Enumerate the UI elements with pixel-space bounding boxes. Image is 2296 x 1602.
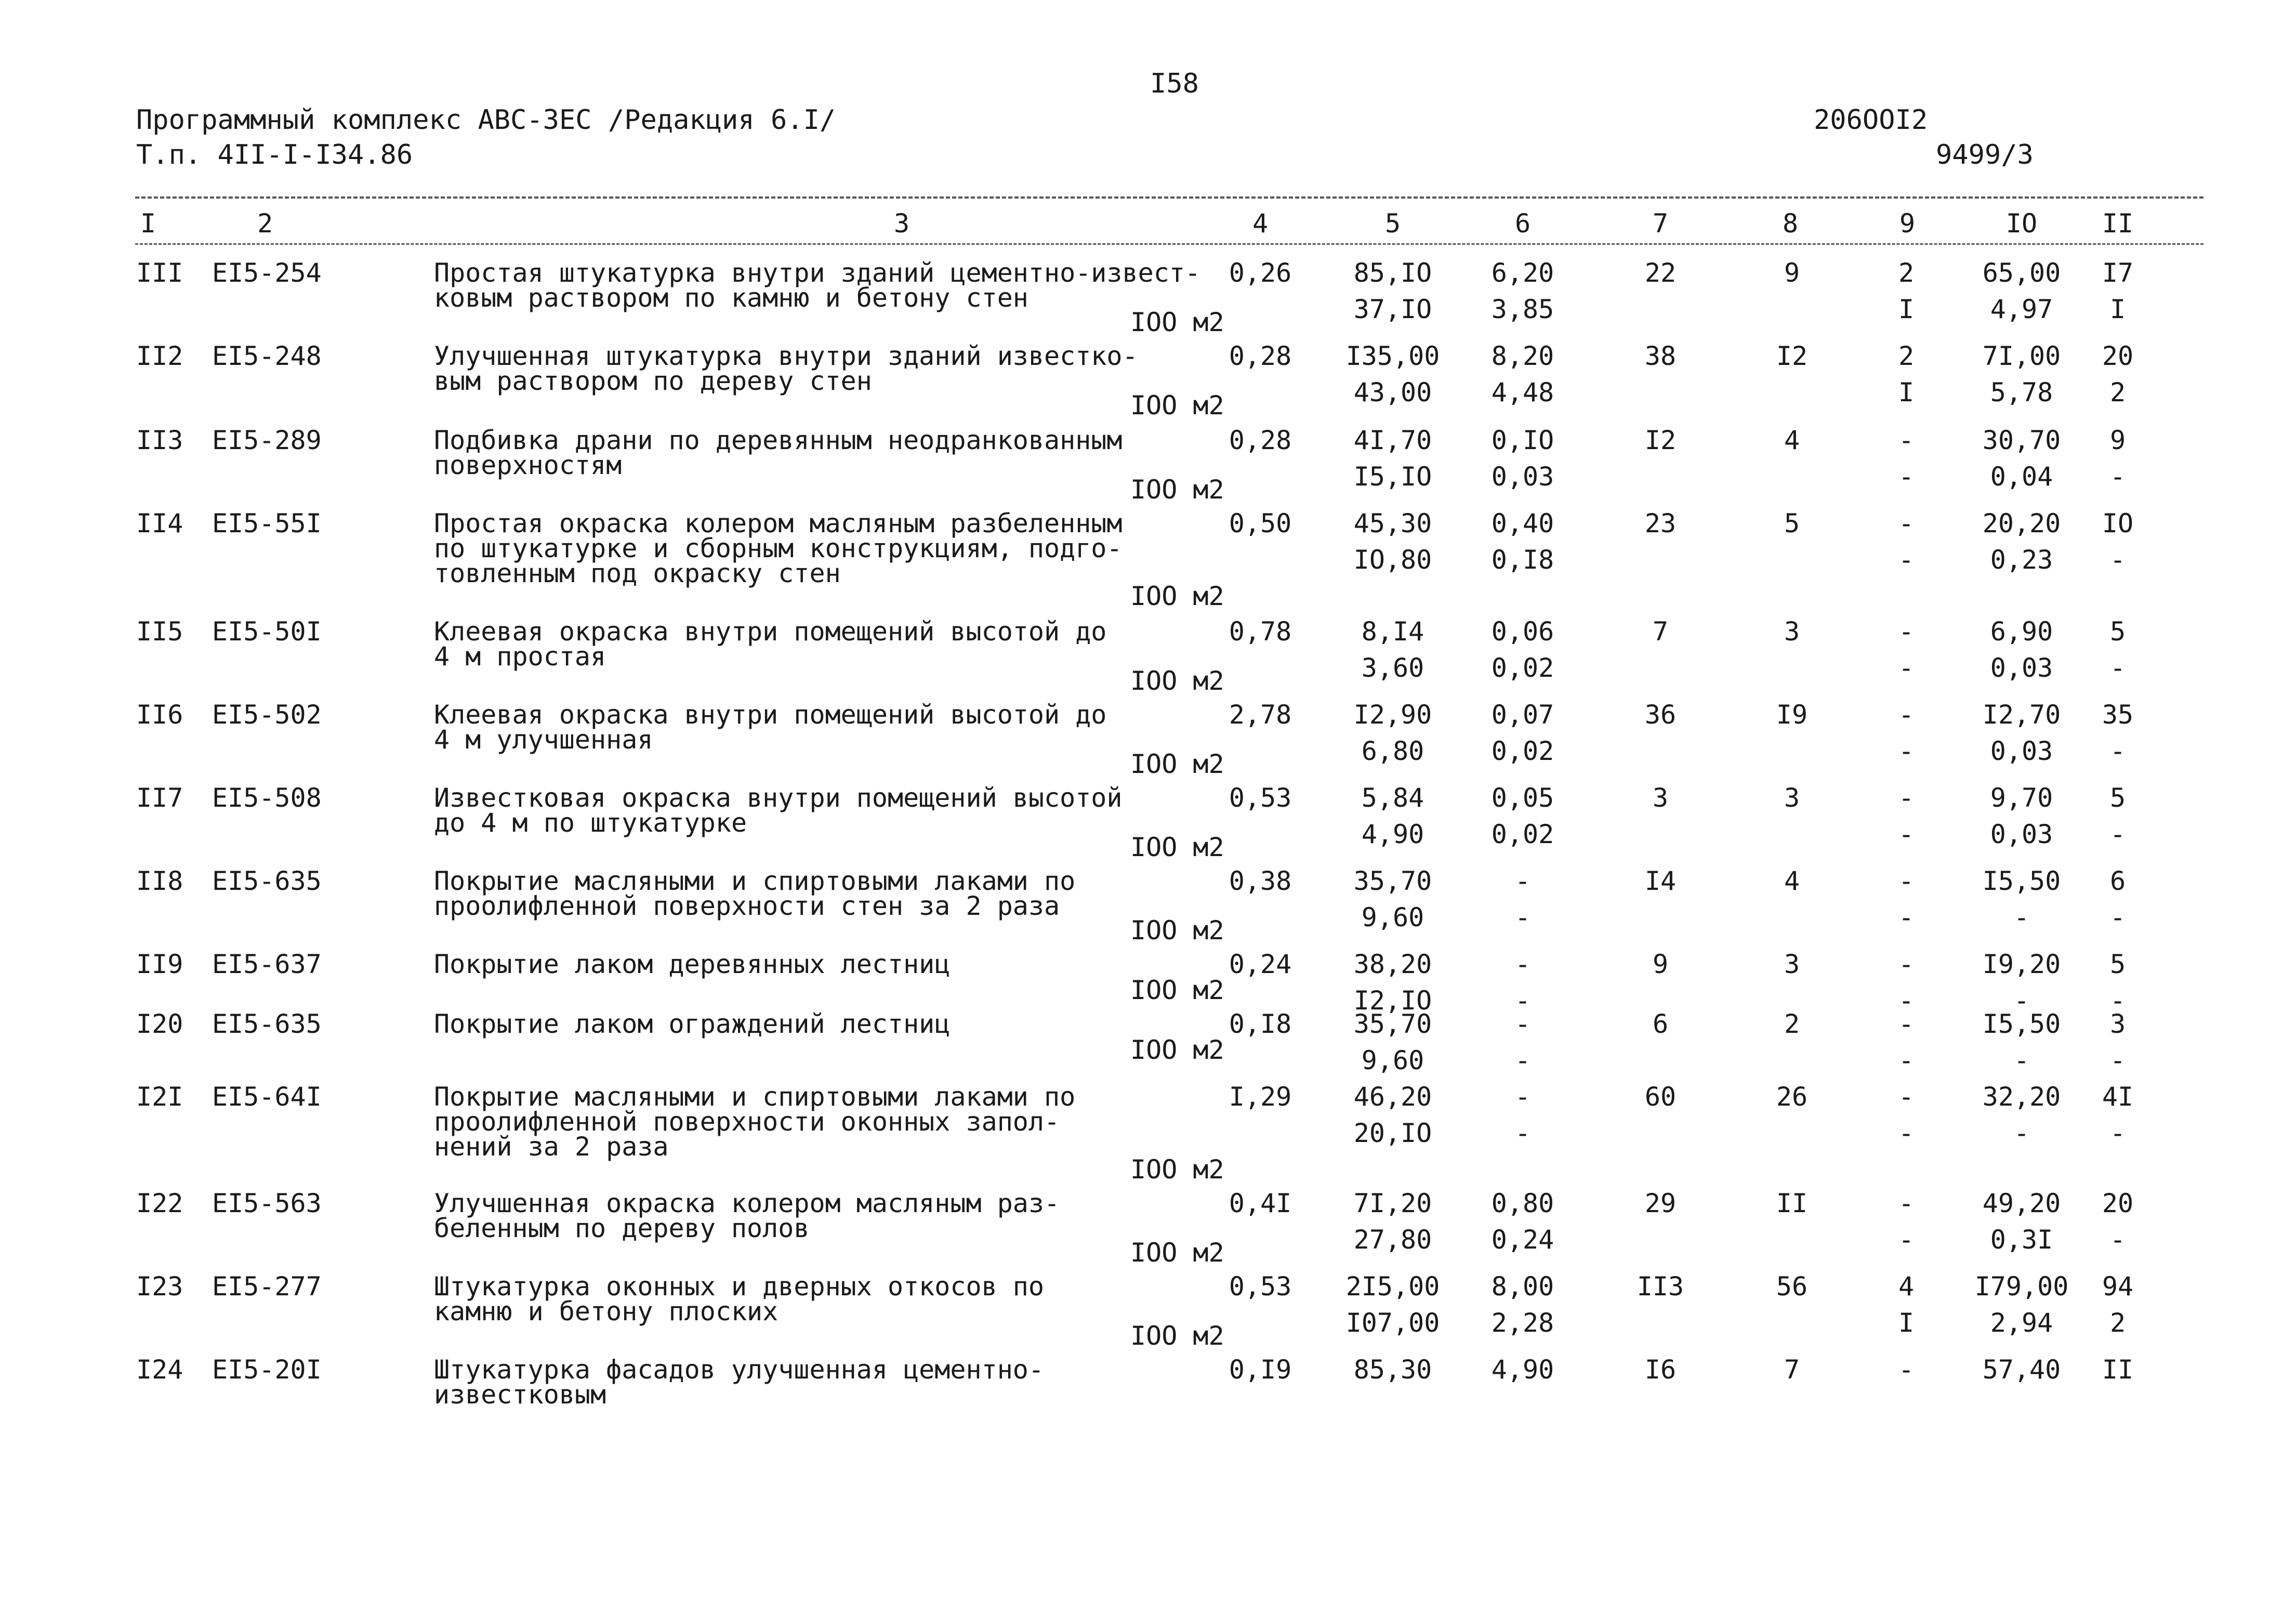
rate-code: EI5-635	[212, 1009, 322, 1039]
row-number: I20	[136, 1009, 183, 1039]
row-number: II9	[136, 949, 183, 979]
col10-value: 65,00	[1982, 258, 2061, 288]
col8-value: 7	[1784, 1355, 1800, 1385]
work-description: проолифленной поверхности стен за 2 раза	[434, 891, 1060, 921]
rate-code: EI5-637	[212, 949, 322, 979]
col4-value: 0,26	[1229, 258, 1292, 288]
col6-value: -	[1514, 986, 1531, 1016]
col6-value: 0,40	[1491, 508, 1554, 539]
col5-value: 6,80	[1361, 736, 1424, 766]
col9-value: -	[1898, 986, 1915, 1016]
col5-value: 7I,20	[1353, 1188, 1432, 1218]
col11-value: -	[2109, 1045, 2126, 1075]
col4-value: 0,28	[1229, 341, 1292, 371]
col10-value: I5,50	[1982, 1009, 2061, 1039]
col9-value: -	[1898, 425, 1915, 455]
col9-value: I	[1898, 1308, 1915, 1338]
col8-value: 3	[1784, 616, 1800, 647]
unit-of-measure: IOO м2	[1130, 749, 1224, 779]
col5-value: 8,I4	[1361, 616, 1424, 647]
col5-value: I07,00	[1345, 1308, 1440, 1338]
col10-value: 5,78	[1990, 377, 2053, 408]
work-description: Известковая окраска внутри помещений высотой	[434, 783, 1123, 813]
work-description: поверхностям	[434, 450, 622, 480]
col9-value: -	[1898, 819, 1915, 849]
column-number: 4	[1252, 208, 1269, 239]
col9-value: -	[1898, 508, 1915, 539]
rate-code: EI5-277	[212, 1271, 322, 1302]
col4-value: 0,I9	[1229, 1355, 1292, 1385]
col5-value: 38,20	[1353, 949, 1432, 979]
work-description: вым раствором по дереву стен	[434, 366, 872, 396]
col9-value: -	[1898, 1225, 1915, 1255]
column-number: II	[2102, 208, 2134, 239]
col7-value: 38	[1644, 341, 1677, 371]
col8-value: 3	[1784, 949, 1800, 979]
col5-value: 9,60	[1361, 1045, 1424, 1075]
col8-value: 56	[1776, 1271, 1808, 1302]
col4-value: 0,38	[1229, 866, 1292, 896]
col6-value: 0,05	[1491, 783, 1554, 813]
col10-value: I9,20	[1982, 949, 2061, 979]
col5-value: 85,30	[1353, 1355, 1432, 1385]
col5-value: 5,84	[1361, 783, 1424, 813]
col6-value: -	[1514, 902, 1531, 933]
col9-value: -	[1898, 1082, 1915, 1112]
rate-code: EI5-50I	[212, 616, 322, 647]
work-description: Подбивка драни по деревянным неодранкованным	[434, 425, 1123, 455]
col4-value: 0,78	[1229, 616, 1292, 647]
col6-value: 0,02	[1491, 653, 1554, 683]
work-description: камню и бетону плоских	[434, 1296, 778, 1327]
col11-value: 20	[2102, 341, 2134, 371]
rate-code: EI5-254	[212, 258, 322, 288]
unit-of-measure: IOO м2	[1130, 666, 1224, 696]
col6-value: 0,03	[1491, 462, 1554, 492]
col9-value: -	[1898, 866, 1915, 896]
unit-of-measure: IOO м2	[1130, 832, 1224, 862]
work-description: Штукатурка фасадов улучшенная цементно-	[434, 1355, 1044, 1385]
row-number: II6	[136, 700, 183, 730]
work-description: известковым	[434, 1380, 606, 1410]
col9-value: 2	[1898, 341, 1915, 371]
column-number: 3	[893, 208, 910, 239]
col11-value: I7	[2102, 258, 2134, 288]
col9-value: -	[1898, 653, 1915, 683]
col7-value: I4	[1644, 866, 1677, 896]
col10-value: -	[2013, 1118, 2030, 1148]
unit-of-measure: IOO м2	[1130, 915, 1224, 946]
col10-value: 57,40	[1982, 1355, 2061, 1385]
col8-value: 2	[1784, 1009, 1800, 1039]
col8-value: 9	[1784, 258, 1800, 288]
col5-value: 20,IO	[1353, 1118, 1432, 1148]
col10-value: I2,70	[1982, 700, 2061, 730]
col9-value: -	[1898, 1355, 1915, 1385]
col11-value: -	[2109, 1225, 2126, 1255]
col9-value: -	[1898, 1045, 1915, 1075]
col10-value: I79,00	[1974, 1271, 2069, 1302]
col11-value: -	[2109, 736, 2126, 766]
col6-value: 0,80	[1491, 1188, 1554, 1218]
row-number: III	[136, 258, 183, 288]
work-description: Улучшенная штукатурка внутри зданий известко-	[434, 341, 1138, 371]
col11-value: 20	[2102, 1188, 2134, 1218]
work-description: Клеевая окраска внутри помещений высотой до	[434, 616, 1107, 647]
col11-value: -	[2109, 462, 2126, 492]
col7-value: 29	[1644, 1188, 1677, 1218]
col6-value: 0,02	[1491, 819, 1554, 849]
page-number: I58	[1150, 68, 1199, 99]
work-description: Покрытие масляными и спиртовыми лаками по	[434, 866, 1076, 896]
program-title: Программный комплекс АВС-ЗЕС /Редакция 6.I/	[136, 104, 836, 136]
col6-value: 8,00	[1491, 1271, 1554, 1302]
row-number: II4	[136, 508, 183, 539]
col9-value: -	[1898, 1188, 1915, 1218]
rate-code: EI5-635	[212, 866, 322, 896]
col8-value: 4	[1784, 866, 1800, 896]
rate-code: EI5-502	[212, 700, 322, 730]
col10-value: 4,97	[1990, 294, 2053, 324]
col10-value: I5,50	[1982, 866, 2061, 896]
rate-code: EI5-20I	[212, 1355, 322, 1385]
column-number: 7	[1652, 208, 1669, 239]
row-number: I2I	[136, 1082, 183, 1112]
rate-code: EI5-289	[212, 425, 322, 455]
col11-value: 35	[2102, 700, 2134, 730]
col10-value: 0,04	[1990, 462, 2053, 492]
col7-value: II3	[1637, 1271, 1684, 1302]
col6-value: 0,07	[1491, 700, 1554, 730]
row-number: II3	[136, 425, 183, 455]
col8-value: I9	[1776, 700, 1808, 730]
col6-value: -	[1514, 1045, 1531, 1075]
col8-value: 4	[1784, 425, 1800, 455]
col7-value: 23	[1644, 508, 1677, 539]
row-number: I23	[136, 1271, 183, 1302]
row-number: II5	[136, 616, 183, 647]
col10-value: 49,20	[1982, 1188, 2061, 1218]
col11-value: -	[2109, 653, 2126, 683]
unit-of-measure: IOO м2	[1130, 307, 1224, 337]
col11-value: IO	[2102, 508, 2134, 539]
col6-value: -	[1514, 866, 1531, 896]
col9-value: 4	[1898, 1271, 1915, 1302]
col6-value: 0,24	[1491, 1225, 1554, 1255]
rate-code: EI5-64I	[212, 1082, 322, 1112]
col5-value: 2I5,00	[1345, 1271, 1440, 1302]
work-description: до 4 м по штукатурке	[434, 808, 747, 838]
col9-value: -	[1898, 902, 1915, 933]
col7-value: I2	[1644, 425, 1677, 455]
col11-value: 3	[2109, 1009, 2126, 1039]
unit-of-measure: IOO м2	[1130, 475, 1224, 505]
col4-value: 0,28	[1229, 425, 1292, 455]
unit-of-measure: IOO м2	[1130, 1154, 1224, 1185]
col6-value: 0,I8	[1491, 545, 1554, 575]
col4-value: 0,I8	[1229, 1009, 1292, 1039]
col5-value: 35,70	[1353, 1009, 1432, 1039]
column-number: I	[140, 208, 156, 239]
col9-value: -	[1898, 462, 1915, 492]
document-code: 206OOI2	[1814, 104, 1928, 136]
col11-value: 94	[2102, 1271, 2134, 1302]
col5-value: I2,90	[1353, 700, 1432, 730]
col8-value: 5	[1784, 508, 1800, 539]
col9-value: -	[1898, 783, 1915, 813]
column-number: 2	[257, 208, 273, 239]
work-description: 4 м улучшенная	[434, 725, 653, 755]
col10-value: 0,3I	[1990, 1225, 2053, 1255]
work-description: Улучшенная окраска колером масляным раз-	[434, 1188, 1060, 1218]
row-number: II2	[136, 341, 183, 371]
col11-value: 5	[2109, 949, 2126, 979]
col10-value: 30,70	[1982, 425, 2061, 455]
col9-value: -	[1898, 949, 1915, 979]
work-description: Простая окраска колером масляным разбеленным	[434, 508, 1123, 539]
work-description: проолифленной поверхности оконных запол-	[434, 1107, 1060, 1137]
rate-code: EI5-508	[212, 783, 322, 813]
work-description: по штукатурке и сборным конструкциям, подго-	[434, 533, 1123, 563]
column-number: IO	[2005, 208, 2038, 239]
header-rule	[135, 243, 2203, 245]
col7-value: 60	[1644, 1082, 1677, 1112]
column-number: 5	[1384, 208, 1401, 239]
column-number: 9	[1899, 208, 1916, 239]
project-reference: Т.п. 4II-I-I34.86	[136, 139, 413, 170]
work-description: нений за 2 раза	[434, 1132, 669, 1162]
row-number: II7	[136, 783, 183, 813]
work-description: 4 м простая	[434, 641, 606, 672]
work-description: Покрытие масляными и спиртовыми лаками по	[434, 1082, 1076, 1112]
work-description: товленным под окраску стен	[434, 558, 841, 588]
row-number: I22	[136, 1188, 183, 1218]
col6-value: 0,02	[1491, 736, 1554, 766]
col6-value: 8,20	[1491, 341, 1554, 371]
col10-value: 0,03	[1990, 819, 2053, 849]
col9-value: -	[1898, 545, 1915, 575]
col6-value: 0,06	[1491, 616, 1554, 647]
col6-value: -	[1514, 1118, 1531, 1148]
col11-value: 4I	[2102, 1082, 2134, 1112]
col9-value: I	[1898, 294, 1915, 324]
col10-value: 32,20	[1982, 1082, 2061, 1112]
column-number: 8	[1782, 208, 1799, 239]
work-description: беленным по дереву полов	[434, 1213, 810, 1243]
col11-value: I	[2109, 294, 2126, 324]
col5-value: 4I,70	[1353, 425, 1432, 455]
col5-value: 46,20	[1353, 1082, 1432, 1112]
col10-value: -	[2013, 986, 2030, 1016]
col6-value: 2,28	[1491, 1308, 1554, 1338]
col6-value: 6,20	[1491, 258, 1554, 288]
col11-value: 5	[2109, 616, 2126, 647]
col5-value: 9,60	[1361, 902, 1424, 933]
col10-value: 0,23	[1990, 545, 2053, 575]
col10-value: 9,70	[1990, 783, 2053, 813]
col11-value: 9	[2109, 425, 2126, 455]
work-description: Покрытие лаком деревянных лестниц	[434, 949, 951, 979]
col7-value: 9	[1652, 949, 1669, 979]
col10-value: 0,03	[1990, 653, 2053, 683]
col9-value: 2	[1898, 258, 1915, 288]
col5-value: I35,00	[1345, 341, 1440, 371]
col6-value: 3,85	[1491, 294, 1554, 324]
col5-value: 45,30	[1353, 508, 1432, 539]
col6-value: -	[1514, 949, 1531, 979]
col6-value: -	[1514, 1082, 1531, 1112]
col7-value: 3	[1652, 783, 1669, 813]
col10-value: 7I,00	[1982, 341, 2061, 371]
col10-value: 0,03	[1990, 736, 2053, 766]
col7-value: 36	[1644, 700, 1677, 730]
work-description: Клеевая окраска внутри помещений высотой до	[434, 700, 1107, 730]
row-number: II8	[136, 866, 183, 896]
sheet-number: 9499/3	[1936, 139, 2034, 170]
col4-value: 0,24	[1229, 949, 1292, 979]
col6-value: 0,IO	[1491, 425, 1554, 455]
col5-value: 4,90	[1361, 819, 1424, 849]
col9-value: -	[1898, 616, 1915, 647]
unit-of-measure: IOO м2	[1130, 1321, 1224, 1351]
col10-value: 2,94	[1990, 1308, 2053, 1338]
col9-value: -	[1898, 1009, 1915, 1039]
work-description: Покрытие лаком ограждений лестниц	[434, 1009, 951, 1039]
rate-code: EI5-248	[212, 341, 322, 371]
col11-value: -	[2109, 819, 2126, 849]
col11-value: -	[2109, 1118, 2126, 1148]
column-number: 6	[1514, 208, 1531, 239]
col10-value: 6,90	[1990, 616, 2053, 647]
unit-of-measure: IOO м2	[1130, 581, 1224, 611]
col5-value: 37,IO	[1353, 294, 1432, 324]
top-rule	[135, 196, 2203, 199]
col11-value: -	[2109, 902, 2126, 933]
col7-value: 7	[1652, 616, 1669, 647]
col6-value: 4,90	[1491, 1355, 1554, 1385]
col9-value: -	[1898, 700, 1915, 730]
col4-value: 0,53	[1229, 783, 1292, 813]
col6-value: -	[1514, 1009, 1531, 1039]
col10-value: 20,20	[1982, 508, 2061, 539]
col9-value: I	[1898, 377, 1915, 408]
col4-value: I,29	[1229, 1082, 1292, 1112]
col6-value: 4,48	[1491, 377, 1554, 408]
col5-value: I2,IO	[1353, 986, 1432, 1016]
unit-of-measure: IOO м2	[1130, 975, 1224, 1005]
col9-value: -	[1898, 1118, 1915, 1148]
col11-value: -	[2109, 545, 2126, 575]
col11-value: II	[2102, 1355, 2134, 1385]
col10-value: -	[2013, 1045, 2030, 1075]
col11-value: 6	[2109, 866, 2126, 896]
col4-value: 0,4I	[1229, 1188, 1292, 1218]
col5-value: 43,00	[1353, 377, 1432, 408]
col5-value: I5,IO	[1353, 462, 1432, 492]
col5-value: IO,80	[1353, 545, 1432, 575]
col4-value: 0,50	[1229, 508, 1292, 539]
col11-value: 2	[2109, 1308, 2126, 1338]
col4-value: 2,78	[1229, 700, 1292, 730]
col11-value: 5	[2109, 783, 2126, 813]
rate-code: EI5-55I	[212, 508, 322, 539]
unit-of-measure: IOO м2	[1130, 1238, 1224, 1268]
col10-value: -	[2013, 902, 2030, 933]
col5-value: 3,60	[1361, 653, 1424, 683]
col5-value: 35,70	[1353, 866, 1432, 896]
work-description: Простая штукатурка внутри зданий цементно-извест-	[434, 258, 1201, 288]
col11-value: 2	[2109, 377, 2126, 408]
col7-value: 22	[1644, 258, 1677, 288]
col7-value: 6	[1652, 1009, 1669, 1039]
unit-of-measure: IOO м2	[1130, 390, 1224, 421]
col9-value: -	[1898, 736, 1915, 766]
rate-code: EI5-563	[212, 1188, 322, 1218]
col7-value: I6	[1644, 1355, 1677, 1385]
work-description: ковым раствором по камню и бетону стен	[434, 283, 1028, 313]
col8-value: 3	[1784, 783, 1800, 813]
unit-of-measure: IOO м2	[1130, 1035, 1224, 1065]
col4-value: 0,53	[1229, 1271, 1292, 1302]
col5-value: 27,80	[1353, 1225, 1432, 1255]
row-number: I24	[136, 1355, 183, 1385]
work-description: Штукатурка оконных и дверных откосов по	[434, 1271, 1044, 1302]
col8-value: I2	[1776, 341, 1808, 371]
col8-value: 26	[1776, 1082, 1808, 1112]
col11-value: -	[2109, 986, 2126, 1016]
col8-value: II	[1776, 1188, 1808, 1218]
col5-value: 85,IO	[1353, 258, 1432, 288]
